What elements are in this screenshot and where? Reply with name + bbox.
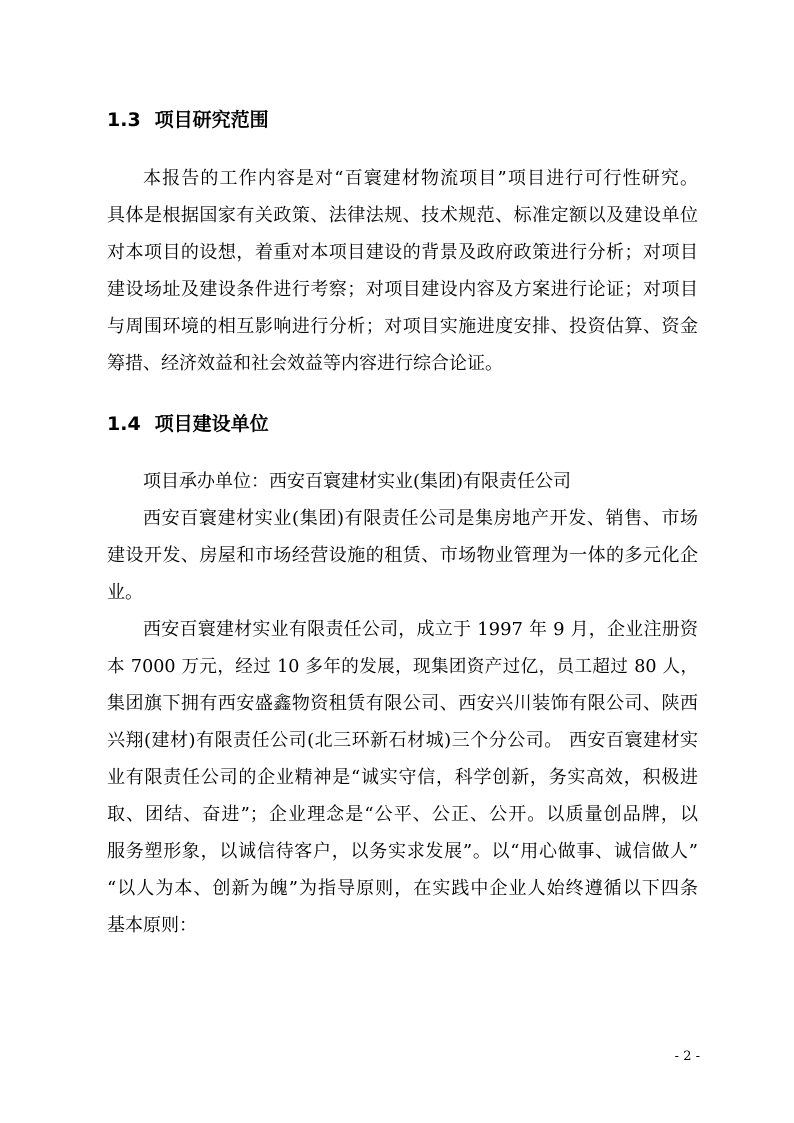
paragraph-line: “以人为本、创新为魄”为指导原则，在实践中企业人始终遵循以下四条 (107, 878, 698, 899)
paragraph-line: 与周围环境的相互影响进行分析；对项目实施进度安排、投资估算、资金 (107, 316, 698, 337)
page-number: - 2 - (674, 1049, 700, 1064)
paragraph-line: 兴翔(建材)有限责任公司(北三环新石材城)三个分公司。 西安百寰建材实 (107, 730, 698, 751)
section-heading-1-3 (107, 107, 269, 133)
paragraph-line: 建设场址及建设条件进行考察；对项目建设内容及方案进行论证；对项目 (107, 279, 698, 300)
paragraph-line: 业。 (107, 582, 143, 603)
paragraph-line: 项目承办单位：西安百寰建材实业(集团)有限责任公司 (143, 471, 572, 492)
section-title: 项目研究范围 (154, 109, 269, 131)
paragraph-line: 筹措、经济效益和社会效益等内容进行综合论证。 (107, 353, 503, 374)
paragraph-line: 取、团结、奋进”；企业理念是“公平、公正、公开。以质量创品牌，以 (107, 804, 698, 825)
section-number: 1.4 (107, 413, 141, 435)
paragraph-line: 集团旗下拥有西安盛鑫物资租赁有限公司、西安兴川装饰有限公司、陕西 (107, 693, 698, 714)
paragraph-line: 本 7000 万元，经过 10 多年的发展，现集团资产过亿，员工超过 80 人， (107, 657, 698, 677)
section-number: 1.3 (107, 109, 141, 131)
paragraph-line: 具体是根据国家有关政策、法律法规、技术规范、标准定额以及建设单位 (107, 205, 698, 226)
paragraph-line: 西安百寰建材实业(集团)有限责任公司是集房地产开发、销售、市场 (143, 508, 698, 529)
paragraph-line: 西安百寰建材实业有限责任公司，成立于 1997 年 9 月，企业注册资 (143, 619, 698, 640)
section-heading-1-4 (107, 411, 269, 437)
paragraph-line: 业有限责任公司的企业精神是“诚实守信，科学创新，务实高效，积极进 (107, 767, 698, 788)
paragraph-line: 建设开发、房屋和市场经营设施的租赁、市场物业管理为一体的多元化企 (107, 545, 698, 566)
paragraph-line: 服务塑形象，以诚信待客户，以务实求发展”。以“用心做事、诚信做人” (107, 841, 698, 862)
section-title: 项目建设单位 (154, 413, 269, 435)
paragraph-line: 基本原则： (107, 915, 197, 936)
paragraph-line: 对本项目的设想，着重对本项目建设的背景及政府政策进行分析；对项目 (107, 242, 698, 263)
paragraph-line: 本报告的工作内容是对“百寰建材物流项目”项目进行可行性研究。 (143, 168, 698, 189)
